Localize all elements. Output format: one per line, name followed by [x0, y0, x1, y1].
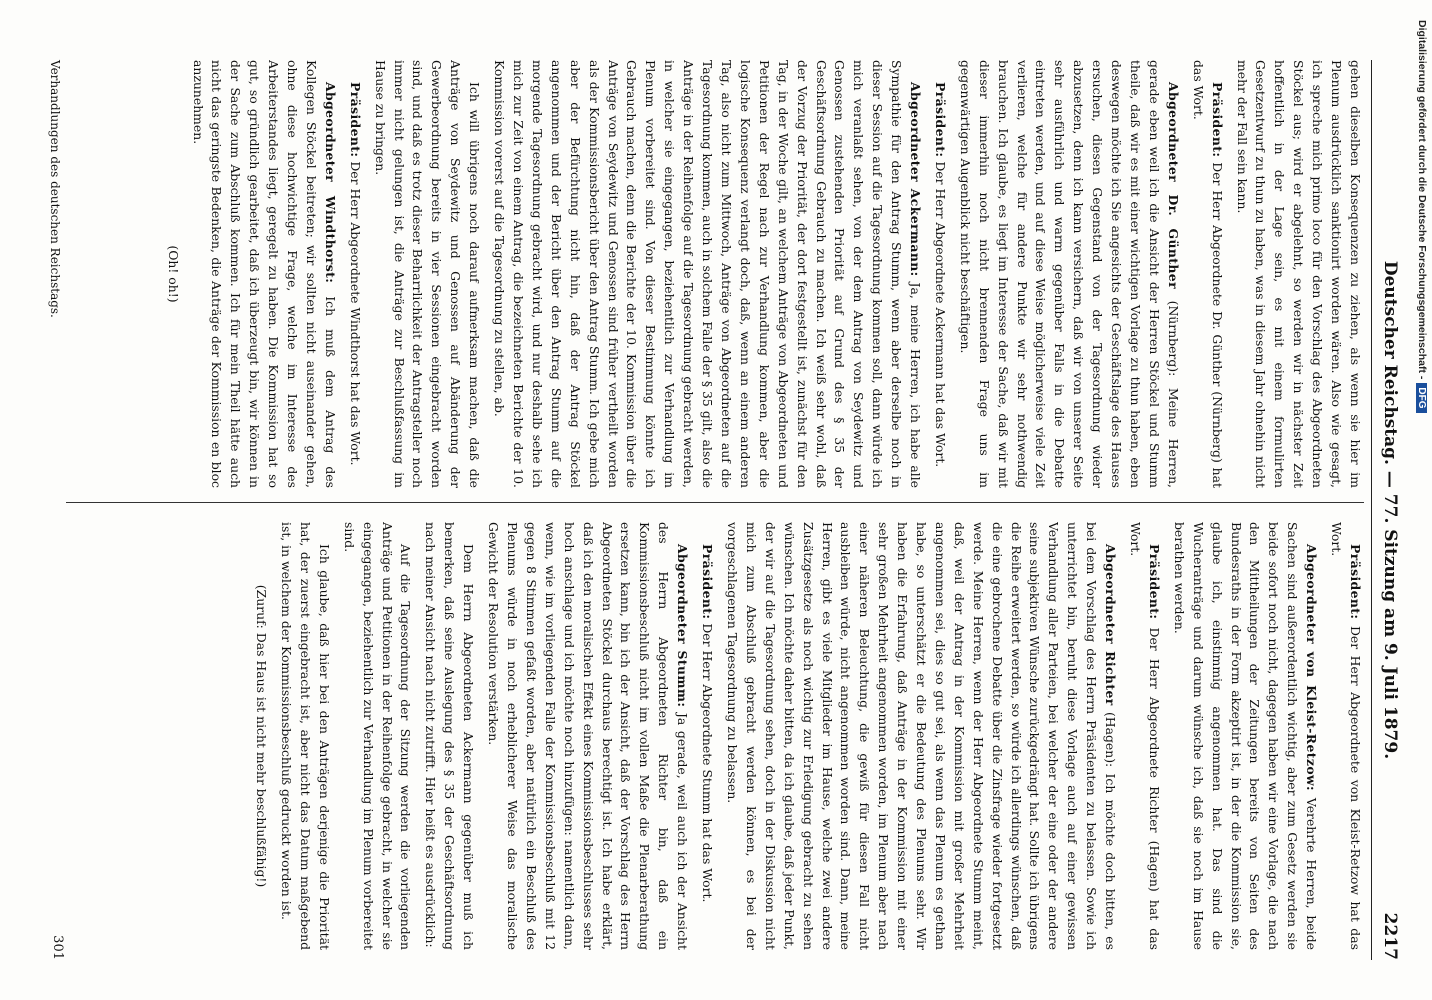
speaker-label: Präsident:: [932, 82, 948, 158]
speech-text: Der Herr Abgeordnete Stumm hat das Wort.: [700, 623, 716, 903]
paragraph: Ich glaube, daß hier bei den Anträgen derjenige die Priorität hat, der zuerst eingebracht ist, aber nicht das Datum maßgebend ist, in welchem der Kommissionsbeschluß gedruckt worden ist.: [279, 522, 332, 950]
paragraph: [1125, 522, 1163, 950]
speech-text: Der Herr Abgeordnete Ackermann hat das Wort.: [932, 161, 948, 468]
interjection: (Oh! oh!): [165, 245, 181, 303]
speech-text: Ich muß dem Antrag des Kollegen Stöckel beitreten; wir sollten nicht auseinander gehen, ohne diese hochwichtige Frage, welche im Interesse des Arbeiterstandes liegt, geregelt zu haben. Die Kommission hat so gut, so gründlich gearbeitet, daß ich überzeugt bin, wir können in der Sache zum Abschluß kommen. Ich für mein Theil hätte auch nicht das geringste Bedenken, die Anträge der Kommission en bloc anzunehmen.: [190, 60, 338, 488]
speaker-label: Abgeordneter Ackermann:: [908, 82, 924, 277]
paragraph: [697, 522, 716, 950]
speech-text: Der Herr Abgeordnete Windthorst hat das Wort.: [347, 161, 363, 466]
speech-text: Verehrte Herren, beide Sachen sind außerordentlich wichtig, aber zum Gesetz werden sie beide sofort noch nicht, dagegen haben wir eine Vorlage, die nach den Mittheilungen der Zeitungen bereits von Seiten des Bundesraths in der Form akzeptirt ist, in der die Kommission sie, glaube ich, einstimmig angenommen hat. Das sind die Wucheranträge und darum wünsche ich, daß sie noch im Hause berathen werden.: [1171, 522, 1320, 950]
paragraph: gehen dieselben Konsequenzen zu ziehen, als wenn sie hier im Plenum ausdrücklich sanktionirt worden wären. Also wie gesagt, ich spreche mich primo loco für den Vorschlag des Abgeordneten Stöckel aus; wird er abgelehnt, so werden wir in nächster Zeit hoffentlich in der Lage sein, es mit einem formulirten Gesetzentwurf zu thun zu haben, was in diesem Jahr ohnehin nicht mehr der Fall sein kann.: [1234, 60, 1363, 488]
paragraph: Ich will übrigens noch darauf aufmerksam machen, daß die Anträge von Seydewitz und Genossen auf Abänderung der Gewerbeordnung bereits in vier Sessionen eingebracht worden sind, und daß es trotz dieser Beharrlichkeit der Antragsteller noch immer nicht gelungen ist, die Anträge zur Beschlußfassung im Hause zu bringen.: [372, 60, 483, 488]
speaker-label: Präsident:: [1146, 544, 1162, 620]
speech-text: (Nürnberg): Meine Herren, gerade eben weil ich die Ansicht der Herren Stöckel und Stumm theile, daß wir es mit einer wichtigen Vorlage zu thun haben, eben deswegen möchte ich Sie angesichts der Geschäftslage des Hauses ersuchen, diesen Gegenstand von der Tagesordnung wieder abzusetzen, denn ich kann versichern, daß wir von unserer Seite sehr ausführlich und warm gegenüber Falls in die Debatte eintreten werden, und auf diese Weise möglicherweise viele Zeit verlieren, welche für andere Punkte wir sehr nothwendig brauchen. Ich glaube, es liegt im Interesse der Sache, daß wir mit dieser immerhin noch nicht brennenden Frage uns im gegenwärtigen Augenblick nicht beschäftigen.: [957, 60, 1181, 488]
speech-text: Ja, meine Herren, ich habe alle Sympathie für den Antrag Stumm, wenn aber derselbe noch in dieser Session auf die Tagesordnung kommen soll, dann würde ich mich veranlaßt sehen, von der dem Antrag von Seydewitz und Genossen zustehenden Priorität auf Grund des § 35 der Geschäftsordnung Gebrauch zu machen. Ich weiß sehr wohl, daß der Vorzug der Priorität, der dort festgestellt ist, zunächst für den Tag, in der Woche gilt, an welchem Anträge von Abgeordneten und Petitionen der Regel nach zur Verhandlung kommen, aber die logische Konsequenz verlangt doch, daß, wenn an einem anderen Tag, also nicht zum Mittwoch, Anträge von Abgeordneten auf die Tagesordnung kommen, auch in solchem Falle der § 35 gilt, also die Anträge in der Reihenfolge auf die Tagesordnung gebracht werden, in welcher sie eingegangen, beziehentlich zur Verhandlung im Plenum vorbereitet sind. Von dieser Bestimmung könnte ich Gebrauch machen, denn die Berichte der 10. Kommission über die Anträge von Seydewitz und Genossen sind früher vertheilt worden als der Kommissionsbericht über den Antrag Stumm. Ich gebe mich aber der Befürchtung nicht hin, daß der Antrag Stöckel angenommen und der Bericht über den Antrag Stumm auf die morgende Tagesordnung gebracht wird, und nur deshalb sehe ich mich zur Zeit von einem Antrag, die bezeichneten Berichte der 10. Kommission vorerst auf die Tagesordnung zu stellen, ab.: [492, 60, 924, 488]
paragraph: [489, 60, 924, 488]
speech-text: Der Herr Abgeordnete von Kleist-Retzow hat das Wort.: [1329, 522, 1363, 950]
page-number: 2217: [1380, 912, 1400, 960]
paragraph: [483, 522, 691, 950]
document-page: [42, 0, 1432, 1000]
column-divider: [66, 502, 1364, 503]
page-header-title: Deutscher Reichstag. — 77. Sitzung am 9. Juli 1879.: [1380, 260, 1400, 760]
paragraph: [955, 60, 1182, 488]
speaker-label: Abgeordneter Windthorst:: [322, 82, 338, 284]
paragraph: [1188, 60, 1226, 488]
sheet-number: 301: [50, 935, 65, 960]
speaker-label: Präsident:: [700, 544, 716, 620]
footer-source: Verhandlungen des deutschen Reichstags.: [48, 60, 62, 318]
speaker-label: Abgeordneter Stumm:: [675, 544, 691, 708]
paragraph: [345, 60, 364, 488]
speech-text: (Hagen): Ich möchte doch bitten, es bei dem Vorschlag des Herrn Präsidenten zu belassen. Sowie ich unterrichtet bin, beruht diese Vorlage auch auf einer gewissen Verhandlung aller Parteien, bei welcher der eine oder der andere seine subjektiven Wünsche zurückgedrängt hat. Sollte ich übrigens die Reihe erweitert werden, so würde ich allerdings wünschen, daß die eine gebrochene Debatte über die Zinsfrage wieder fortgesetzt werde. Meine Herren, wenn der Herr Abgeordnete Stumm meint, daß, weil der Antrag in der Kommission mit großer Mehrheit angenommen sei, dies so gut sei, als wenn das Plenum es gethan habe, so unterschätzt er die Bedeutung des Plenums sehr. Wir haben die Erfahrung, daß Anträge in der Kommission mit einer sehr großen Mehrheit angenommen worden, im Plenum aber nach einer näheren Beleuchtung, die gewiß für diesen Fall nicht ausbleiben würde, nicht angenommen worden sind. Dann, meine Herren, gibt es viele Mitglieder im Hause, welche zwei andere Zusätzgesetze als noch wichtig zur Erledigung gebracht zu sehen wünschen. Ich möchte daher bitten, da ich glaube, daß jeder Punkt, der wir auf die Tagesordnung sehen, doch in der Diskussion nicht mich zum Abschluß gebracht werden können, es bei der vorgeschlagenen Tagesordnung zu belassen.: [725, 522, 1119, 950]
dfg-logo: DFG: [1416, 383, 1427, 412]
paragraph: [1326, 522, 1364, 950]
speaker-label: Präsident:: [347, 82, 363, 158]
speech-text: Ja gerade, weil auch ich der Ansicht des Herrn Abgeordneten Richter bin, daß ein Kommissionsbeschluß nicht im vollen Maße die Plenarberathung ersetzen kann, bin ich der Ansicht, daß der Vorschlag des Herrn Abgeordneten Stöckel durchaus berechtigt ist. Ich habe erklärt, daß ich den moralischen Effekt eines Kommissionsbeschlusses sehr hoch anschlage und ich möchte noch hinzufügen: namentlich dann, wenn, wie im vorliegenden Falle der Kommissionsbeschluß mit 12 gegen 8 Stimmen gefaßt worden, aber natürlich ein Beschluß des Plenums würde in noch erheblicherer Weise das moralische Gewicht der Resolution verstärken.: [486, 522, 691, 950]
speaker-label: Abgeordneter Richter: [1103, 544, 1119, 706]
paragraph: [188, 60, 339, 488]
speech-text: Der Herr Abgeordnete Richter (Hagen) hat das Wort.: [1128, 522, 1162, 950]
digitization-credit: [1414, 20, 1430, 980]
interjection: (Zuruf: Das Haus ist nicht mehr beschlußfähig!): [254, 584, 270, 888]
left-column: [62, 60, 1364, 488]
quoted-rule: Auf die Tagesordnung der Sitzung werden die vorliegenden Anträge und Petitionen in der Reihenfolge gebracht, in welcher sie eingegangen, beziehentlich zur Verhandlung im Plenum vorbereitet sind.: [341, 522, 414, 950]
speaker-label: Abgeordneter von Kleist-Retzow:: [1304, 544, 1320, 792]
speaker-label: Präsident:: [1348, 544, 1363, 620]
speaker-label: Abgeordneter Dr. Günther: [1165, 82, 1181, 290]
speech-text: Der Herr Abgeordnete Dr. Günther (Nürnberg) hat das Wort.: [1190, 60, 1225, 488]
paragraph: [722, 522, 1119, 950]
paragraph: [930, 60, 949, 488]
right-column: [62, 522, 1364, 950]
paragraph: Dem Herrn Abgeordneten Ackermann gegenüber muß ich bemerken, daß seine Auslegung des § 35 der Geschäftsordnung nach meiner Ansicht nach nicht zutrifft. Hier heißt es ausdrücklich:: [423, 522, 477, 950]
credit-text: Digitalisierung gefördert durch die Deutsche Forschungsgemeinschaft -: [1416, 20, 1428, 380]
running-head: [1371, 60, 1404, 960]
speaker-label: Präsident:: [1209, 82, 1225, 158]
paragraph: [1169, 522, 1320, 950]
